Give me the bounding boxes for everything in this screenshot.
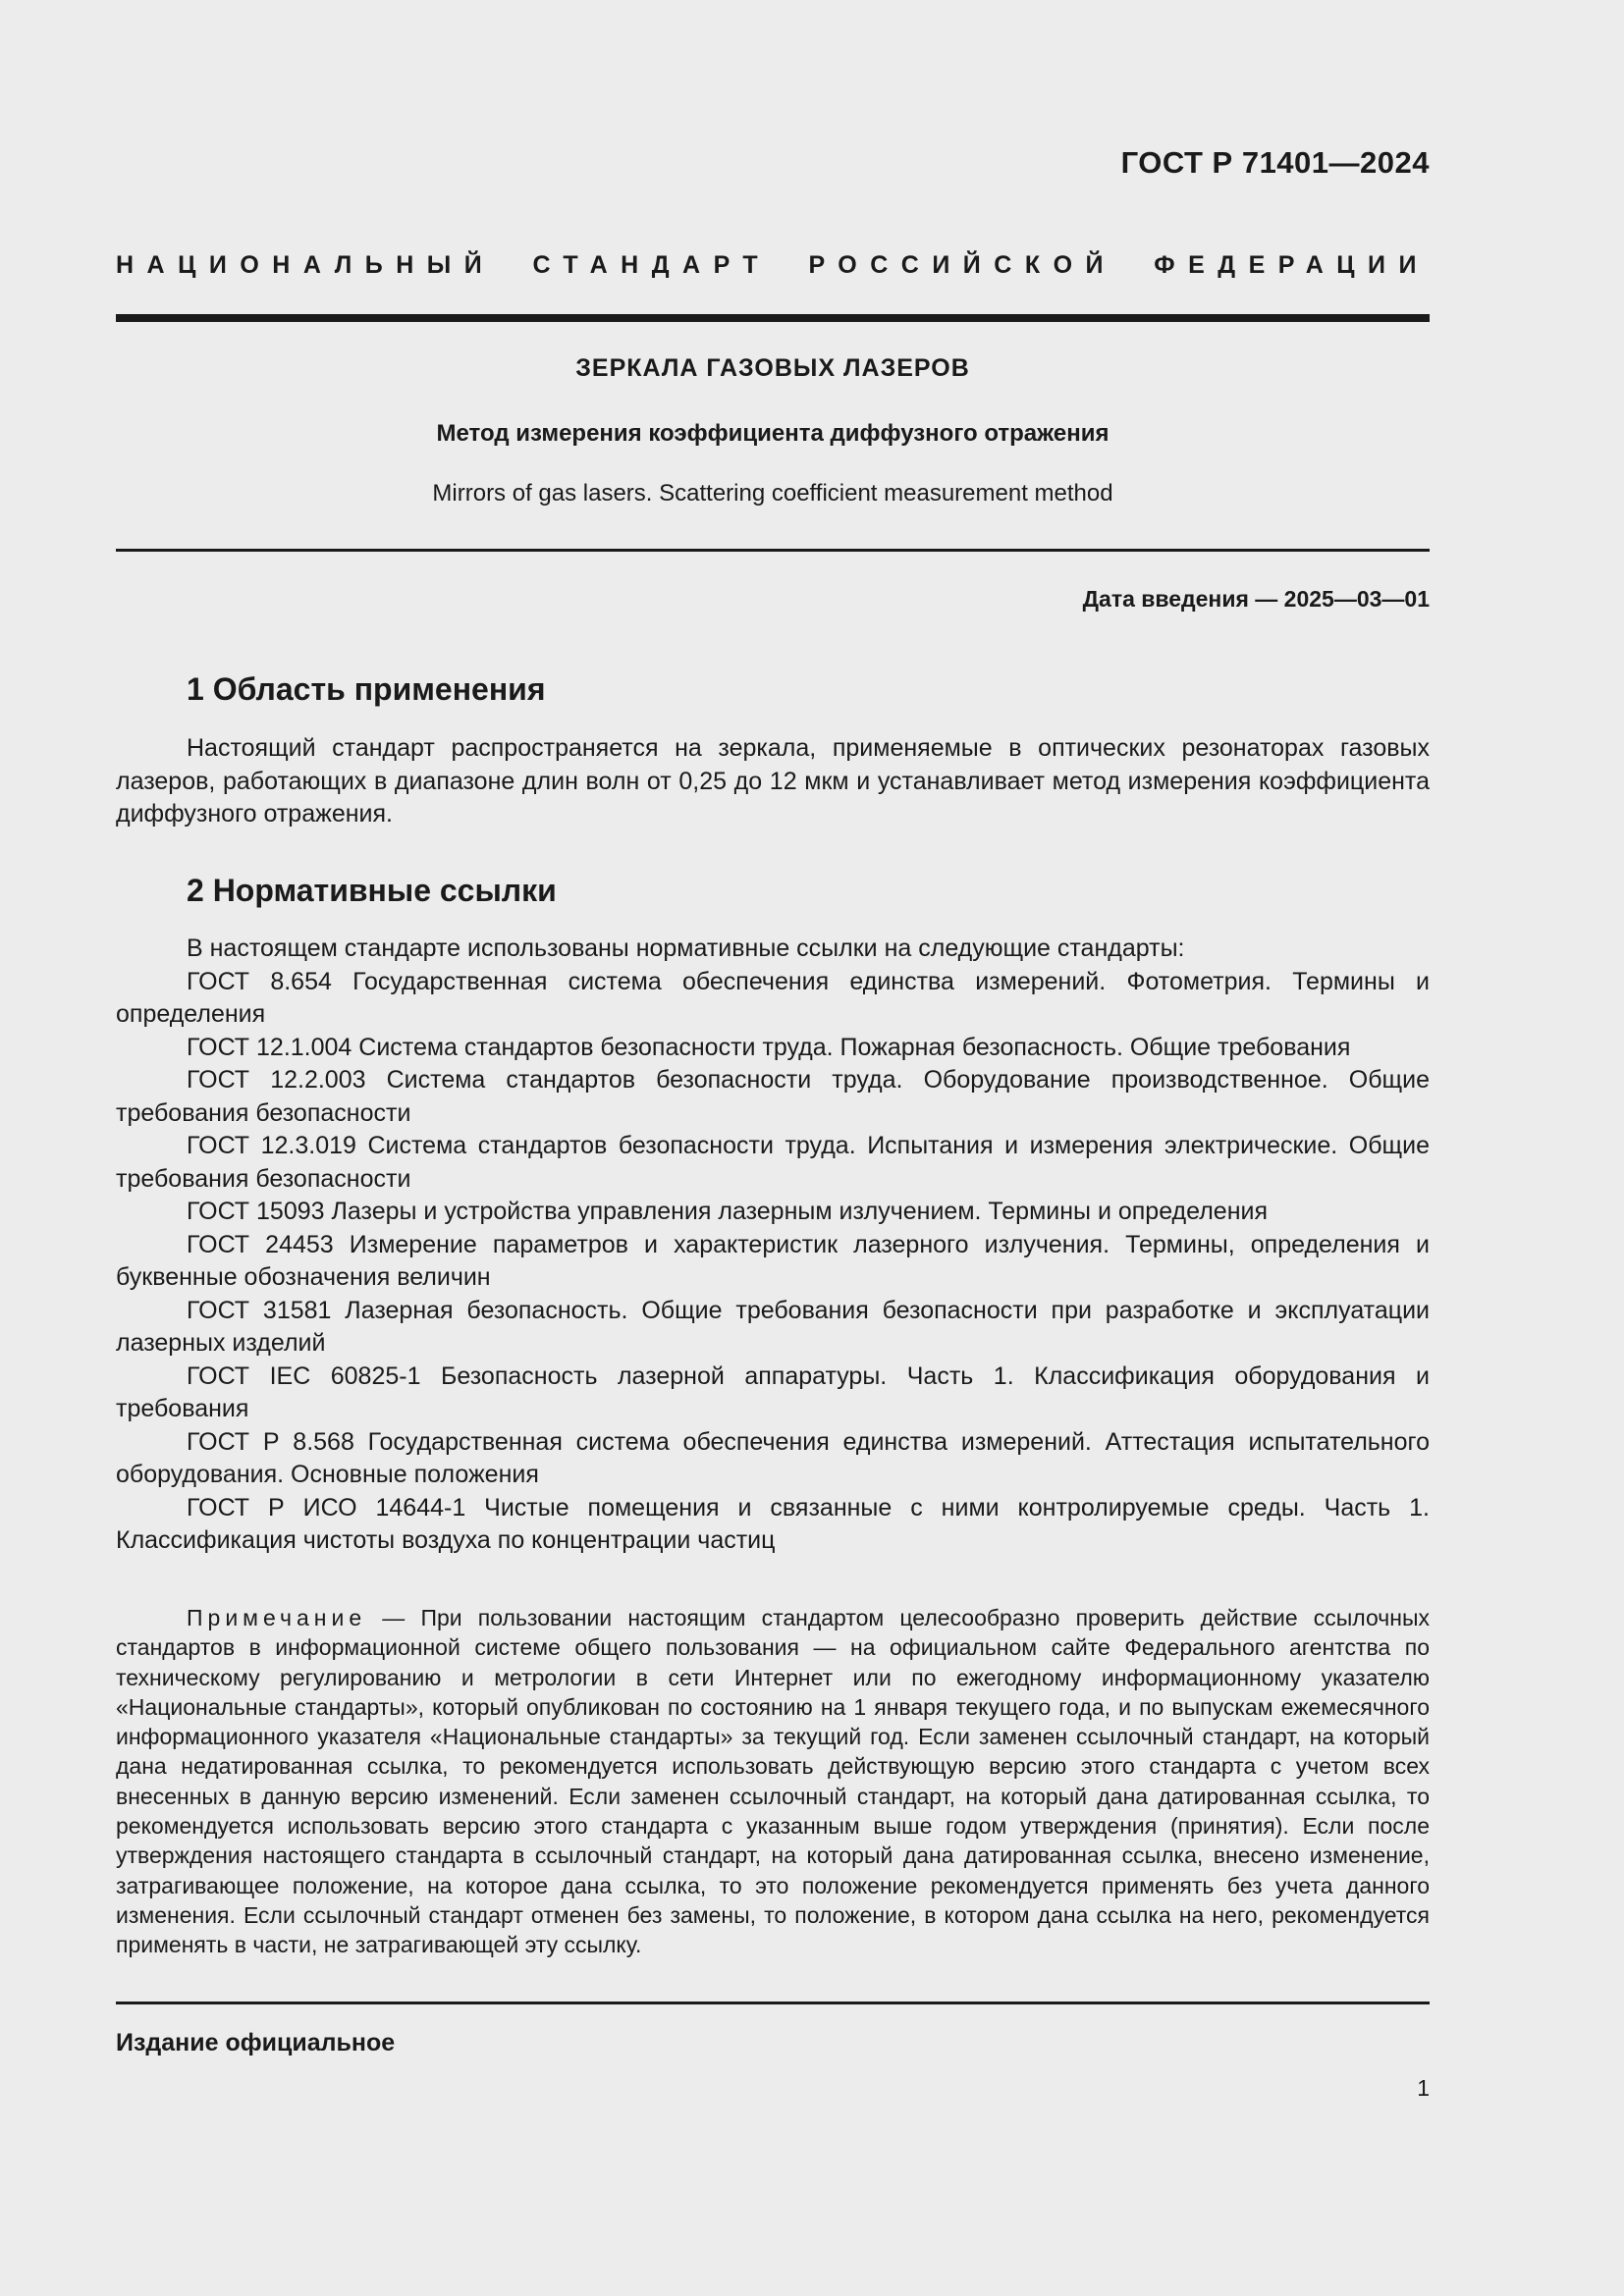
note-label: Примечание <box>187 1605 367 1630</box>
page-number: 1 <box>1417 2075 1430 2101</box>
references-list <box>116 933 1430 1558</box>
reference-item: ГОСТ 12.2.003 Система стандартов безопасности труда. Оборудование производственное. Общие требования безопасности <box>116 1066 1430 1127</box>
reference-item: ГОСТ 8.654 Государственная система обеспечения единства измерений. Фотометрия. Термины и определения <box>116 967 1430 1028</box>
section-heading-scope: 1 Область применения <box>187 671 546 707</box>
reference-item: ГОСТ 24453 Измерение параметров и характеристик лазерного излучения. Термины, определения и буквенные обозначения величин <box>116 1230 1430 1291</box>
document-title-english: Mirrors of gas lasers. Scattering coefficient measurement method <box>432 480 1113 507</box>
footer-divider <box>116 2002 1430 2004</box>
reference-item: ГОСТ IEC 60825-1 Безопасность лазерной аппаратуры. Часть 1. Классификация оборудования и требования <box>116 1362 1430 1422</box>
reference-item: ГОСТ Р 8.568 Государственная система обеспечения единства измерений. Аттестация испытательного оборудования. Основные положения <box>116 1427 1430 1488</box>
official-edition-label: Издание официальное <box>116 2029 396 2056</box>
header-divider <box>116 314 1430 322</box>
reference-item: ГОСТ Р ИСО 14644-1 Чистые помещения и связанные с ними контролируемые среды. Часть 1. Классификация чистоты воздуха по концентрации частиц <box>116 1493 1430 1554</box>
reference-item: ГОСТ 12.3.019 Система стандартов безопасности труда. Испытания и измерения электрические. Общие требования безопасности <box>116 1132 1430 1193</box>
references-intro: В настоящем стандарте использованы нормативные ссылки на следующие стандарты: <box>187 934 1185 962</box>
note-text: — При пользовании настоящим стандартом целесообразно проверить действие ссылочных стандартов в информационной системе общего пользования — на официальном сайте Федерального агентства по техническому регулированию и метрологии в сети Интернет или по ежегодному информационному указателю «Национальные стандарты», который опубликован по состоянию на 1 января текущего года, и по выпускам ежемесячного информационного указателя «Национальные стандарты» за текущий год. Если заменен ссылочный стандарт, на который дана недатированная ссылка, то рекомендуется использовать действующую версию этого стандарта с учетом всех внесенных в данную версию изменений. Если заменен ссылочный стандарт, на который дана датированная ссылка, то рекомендуется использовать версию этого стандарта с указанным выше годом утверждения (принятия). Если после утверждения настоящего стандарта в ссылочный стандарт, на который дана датированная ссылка, внесено изменение, затрагивающее положение, на которое дана ссылка, то это положение рекомендуется применять без учета данного изменения. Если ссылочный стандарт отменен без замены, то положение, в котором дана ссылка на него, рекомендуется применять в части, не затрагивающей эту ссылку. <box>116 1605 1430 1958</box>
introduction-date: Дата введения — 2025—03—01 <box>1082 586 1430 612</box>
document-title: ЗЕРКАЛА ГАЗОВЫХ ЛАЗЕРОВ <box>575 354 970 382</box>
references-note <box>116 1603 1430 1960</box>
document-number: ГОСТ Р 71401—2024 <box>1120 145 1430 180</box>
reference-item: ГОСТ 15093 Лазеры и устройства управления лазерным излучением. Термины и определения <box>187 1198 1269 1225</box>
scope-paragraph: Настоящий стандарт распространяется на зеркала, применяемые в оптических резонаторах газовых лазеров, работающих в диапазоне длин волн от 0,25 до 12 мкм и устанавливает метод измерения коэффициента диффузного отражения. <box>116 734 1430 828</box>
reference-item: ГОСТ 31581 Лазерная безопасность. Общие требования безопасности при разработке и эксплуатации лазерных изделий <box>116 1296 1430 1357</box>
document-subtitle: Метод измерения коэффициента диффузного отражения <box>436 420 1110 447</box>
title-divider <box>116 549 1430 552</box>
national-standard-banner: НАЦИОНАЛЬНЫЙ СТАНДАРТ РОССИЙСКОЙ ФЕДЕРАЦИИ <box>116 251 1430 279</box>
reference-item: ГОСТ 12.1.004 Система стандартов безопасности труда. Пожарная безопасность. Общие требования <box>187 1033 1351 1061</box>
section-heading-normative-references: 2 Нормативные ссылки <box>187 873 557 908</box>
